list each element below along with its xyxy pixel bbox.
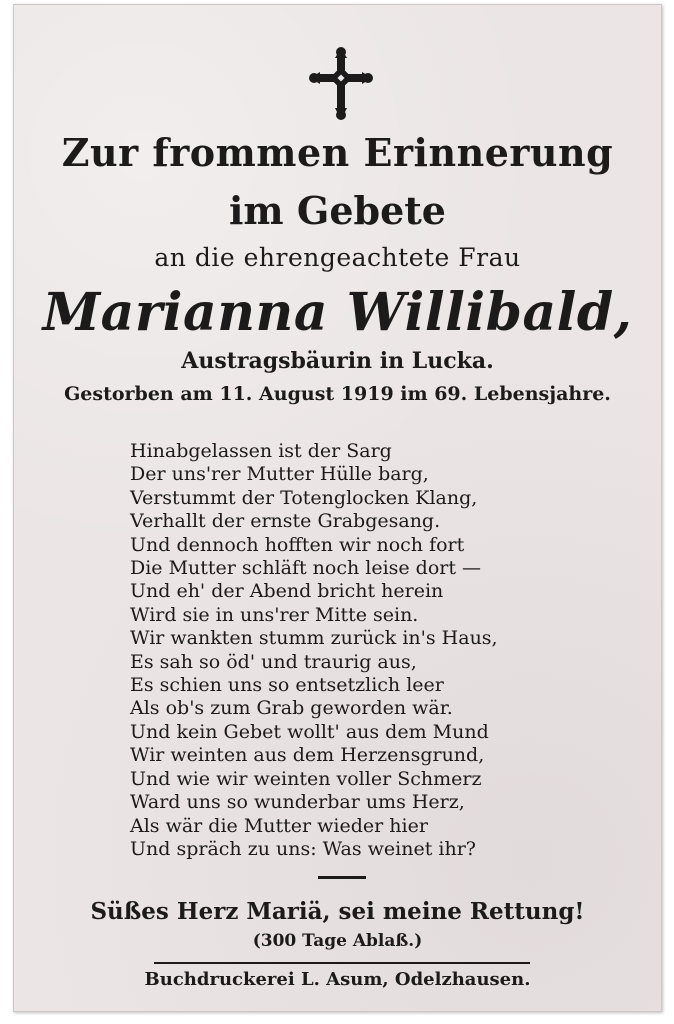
poem-line: Wird sie in uns'rer Mitte sein. [130,603,419,626]
memorial-poem [130,440,570,861]
poem-line: Verstummt der Totenglocken Klang, [130,486,478,509]
poem-line: Wir weinten aus dem Herzensgrund, [130,744,485,767]
poem-line: Als ob's zum Grab geworden wär. [130,697,453,720]
poem-line: Als wär die Mutter wieder hier [130,814,428,837]
death-notice: Gestorben am 11. August 1919 im 69. Lebensjahre. [64,383,611,405]
poem-line: Verhallt der ernste Grabgesang. [130,510,441,533]
poem-line: Es sah so öd' und traurig aus, [130,650,417,673]
poem-line: Und dennoch hofften wir noch fort [130,533,465,556]
deceased-name: Marianna Willibald, [42,282,633,343]
residence-line: Austragsbäurin in Lucka. [181,348,494,374]
prayer-line: Süßes Herz Mariä, sei meine Rettung! [90,898,585,925]
poem-line: Der uns'rer Mutter Hülle barg, [130,463,429,486]
title-line-1: Zur frommen Erinnerung [61,130,614,175]
printer-imprint: Buchdruckerei L. Asum, Odelzhausen. [144,969,531,990]
poem-line: Und spräch zu uns: Was weinet ihr? [130,837,476,860]
title-line-2: im Gebete [229,188,446,233]
poem-line: Wir wankten stumm zurück in's Haus, [130,627,498,650]
indulgence-note: (300 Tage Ablaß.) [252,931,423,951]
poem-line: Und wie wir weinten voller Schmerz [130,767,482,790]
poem-line: Die Mutter schläft noch leise dort — [130,557,482,580]
ornamental-cross-icon [308,44,374,122]
poem-line: Und kein Gebet wollt' aus dem Mund [130,720,489,743]
divider-long [154,962,530,964]
poem-line: Ward uns so wunderbar ums Herz, [130,791,465,814]
dedication-line: an die ehrengeachtete Frau [154,243,521,272]
divider-short [318,876,366,879]
poem-line: Hinabgelassen ist der Sarg [130,440,392,462]
poem-line: Und eh' der Abend bricht herein [130,580,444,603]
poem-line: Es schien uns so entsetzlich leer [130,674,444,697]
